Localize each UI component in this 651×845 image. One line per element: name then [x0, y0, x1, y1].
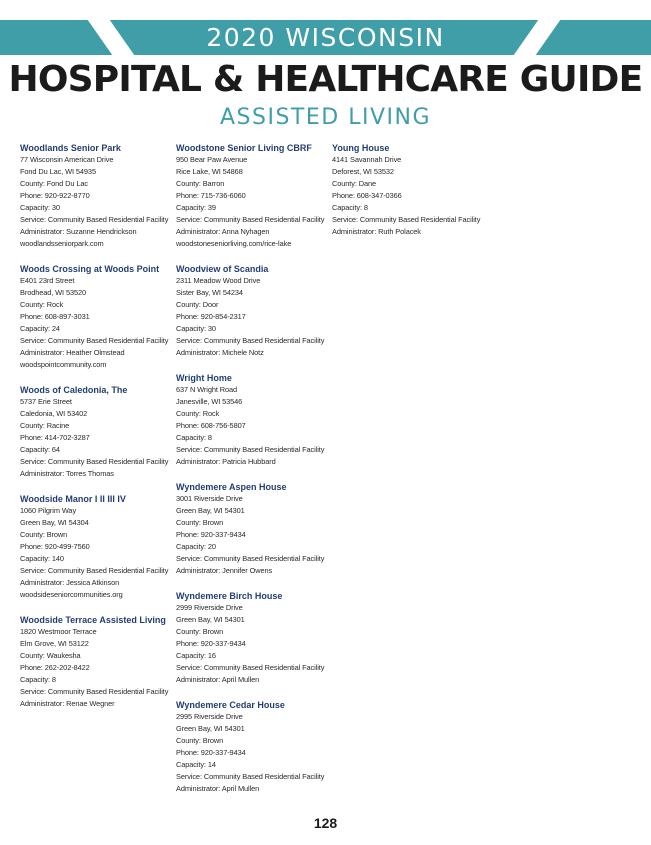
facility-county: County: Racine — [20, 421, 70, 430]
facility-street: 5737 Erie Street — [20, 397, 72, 406]
page-number: 128 — [313, 815, 338, 831]
facility-phone: Phone: 262-202-8422 — [20, 663, 90, 672]
facility-service: Service: Community Based Residential Facility — [176, 215, 325, 224]
facility-phone: Phone: 715-736-6060 — [176, 191, 246, 200]
facility-city: Sister Bay, WI 54234 — [176, 288, 243, 297]
facility-listing — [176, 699, 326, 795]
listing-column-2 — [176, 142, 326, 808]
facility-phone: Phone: 608-347-0366 — [332, 191, 402, 200]
listing-column-1 — [20, 142, 170, 723]
facility-city: Elm Grove, WI 53122 — [20, 639, 89, 648]
facility-capacity: Capacity: 64 — [20, 445, 60, 454]
facility-administrator: Administrator: April Mullen — [176, 784, 260, 793]
facility-city: Green Bay, WI 54304 — [20, 518, 89, 527]
facility-administrator: Administrator: Michele Notz — [176, 348, 264, 357]
facility-street: 1060 Pilgrim Way — [20, 506, 77, 515]
facility-street: 2995 Riverside Drive — [176, 712, 243, 721]
facility-capacity: Capacity: 8 — [332, 203, 368, 212]
facility-city: Brodhead, WI 53520 — [20, 288, 86, 297]
facility-listing — [20, 614, 170, 710]
facility-website-link[interactable]: woodsideseniorcommunities.org — [20, 590, 123, 599]
facility-administrator: Administrator: Renae Wegner — [20, 699, 115, 708]
facility-county: County: Rock — [20, 300, 64, 309]
facility-phone: Phone: 920-337-9434 — [176, 530, 246, 539]
facility-street: 77 Wisconsin American Drive — [20, 155, 114, 164]
facility-phone: Phone: 608-897-3031 — [20, 312, 90, 321]
facility-listing — [176, 142, 326, 250]
facility-phone: Phone: 920-922-8770 — [20, 191, 90, 200]
facility-service: Service: Community Based Residential Facility — [332, 215, 481, 224]
facility-street: E401 23rd Street — [20, 276, 75, 285]
facility-city: Green Bay, WI 54301 — [176, 615, 245, 624]
facility-county: County: Waukesha — [20, 651, 81, 660]
banner-title: 2020 WISCONSIN — [206, 23, 445, 52]
facility-street: 2999 Riverside Drive — [176, 603, 243, 612]
facility-county: County: Fond Du Lac — [20, 179, 88, 188]
facility-listing — [332, 142, 482, 238]
facility-capacity: Capacity: 8 — [176, 433, 212, 442]
facility-name: Wyndemere Cedar House — [176, 700, 285, 710]
facility-name: Woodlands Senior Park — [20, 143, 121, 153]
facility-capacity: Capacity: 39 — [176, 203, 216, 212]
facility-county: County: Door — [176, 300, 219, 309]
facility-city: Green Bay, WI 54301 — [176, 724, 245, 733]
facility-name: Young House — [332, 143, 390, 153]
facility-website-link[interactable]: woodspointcommunity.com — [20, 360, 107, 369]
facility-street: 1820 Westmoor Terrace — [20, 627, 97, 636]
facility-website-link[interactable]: woodlandsseniorpark.com — [20, 239, 104, 248]
facility-county: County: Barron — [176, 179, 225, 188]
facility-city: Green Bay, WI 54301 — [176, 506, 245, 515]
facility-capacity: Capacity: 20 — [176, 542, 216, 551]
facility-listing — [20, 142, 170, 250]
facility-service: Service: Community Based Residential Facility — [20, 457, 169, 466]
facility-street: 637 N Wright Road — [176, 385, 238, 394]
facility-phone: Phone: 920-337-9434 — [176, 639, 246, 648]
facility-listing — [20, 384, 170, 480]
facility-name: Woodstone Senior Living CBRF — [176, 143, 312, 153]
facility-name: Wyndemere Birch House — [176, 591, 283, 601]
facility-service: Service: Community Based Residential Facility — [20, 687, 169, 696]
facility-administrator: Administrator: Torres Thomas — [20, 469, 114, 478]
facility-county: County: Brown — [176, 518, 224, 527]
facility-phone: Phone: 608-756-5807 — [176, 421, 246, 430]
facility-name: Wright Home — [176, 373, 232, 383]
facility-administrator: Administrator: Patricia Hubbard — [176, 457, 276, 466]
facility-capacity: Capacity: 14 — [176, 760, 216, 769]
facility-city: Rice Lake, WI 54868 — [176, 167, 243, 176]
facility-administrator: Administrator: Jessica Atkinson — [20, 578, 120, 587]
facility-service: Service: Community Based Residential Facility — [176, 663, 325, 672]
facility-name: Wyndemere Aspen House — [176, 482, 287, 492]
facility-service: Service: Community Based Residential Facility — [20, 336, 169, 345]
facility-administrator: Administrator: Jennifer Owens — [176, 566, 273, 575]
facility-service: Service: Community Based Residential Facility — [176, 336, 325, 345]
page-title: HOSPITAL & HEALTHCARE GUIDE — [8, 59, 643, 100]
facility-phone: Phone: 414-702-3287 — [20, 433, 90, 442]
facility-county: County: Rock — [176, 409, 220, 418]
listing-column-3 — [332, 142, 482, 251]
facility-name: Woodside Manor I II III IV — [20, 494, 126, 504]
facility-capacity: Capacity: 8 — [20, 675, 56, 684]
facility-service: Service: Community Based Residential Facility — [176, 445, 325, 454]
facility-service: Service: Community Based Residential Facility — [20, 566, 169, 575]
facility-city: Caledonia, WI 53402 — [20, 409, 88, 418]
facility-name: Woodview of Scandia — [176, 264, 269, 274]
facility-name: Woods of Caledonia, The — [20, 385, 128, 395]
facility-listing — [176, 372, 326, 468]
facility-city: Janesville, WI 53546 — [176, 397, 243, 406]
facility-street: 2311 Meadow Wood Drive — [176, 276, 261, 285]
facility-capacity: Capacity: 30 — [20, 203, 60, 212]
facility-county: County: Brown — [176, 627, 224, 636]
facility-street: 950 Bear Paw Avenue — [176, 155, 248, 164]
facility-name: Woods Crossing at Woods Point — [20, 264, 160, 274]
facility-administrator: Administrator: Ruth Polacek — [332, 227, 421, 236]
facility-service: Service: Community Based Residential Facility — [20, 215, 169, 224]
facility-administrator: Administrator: Suzanne Hendrickson — [20, 227, 137, 236]
facility-service: Service: Community Based Residential Facility — [176, 772, 325, 781]
facility-capacity: Capacity: 16 — [176, 651, 216, 660]
facility-county: County: Brown — [176, 736, 224, 745]
facility-phone: Phone: 920-337-9434 — [176, 748, 246, 757]
facility-capacity: Capacity: 140 — [20, 554, 64, 563]
facility-phone: Phone: 920-499-7560 — [20, 542, 90, 551]
facility-listing — [176, 481, 326, 577]
facility-capacity: Capacity: 30 — [176, 324, 216, 333]
facility-city: Fond Du Lac, WI 54935 — [20, 167, 96, 176]
facility-street: 4141 Savannah Drive — [332, 155, 402, 164]
facility-administrator: Administrator: Anna Nyhagen — [176, 227, 270, 236]
facility-listing — [20, 493, 170, 601]
section-title: ASSISTED LIVING — [220, 105, 431, 130]
facility-website-link[interactable]: woodstoneseniorliving.com/rice-lake — [176, 239, 292, 248]
facility-listing — [20, 263, 170, 371]
facility-phone: Phone: 920-854-2317 — [176, 312, 246, 321]
facility-capacity: Capacity: 24 — [20, 324, 60, 333]
facility-listing — [176, 590, 326, 686]
facility-county: County: Brown — [20, 530, 68, 539]
facility-administrator: Administrator: April Mullen — [176, 675, 260, 684]
facility-city: Deforest, WI 53532 — [332, 167, 394, 176]
facility-street: 3001 Riverside Drive — [176, 494, 243, 503]
facility-county: County: Dane — [332, 179, 376, 188]
facility-name: Woodside Terrace Assisted Living — [20, 615, 166, 625]
facility-administrator: Administrator: Heather Olmstead — [20, 348, 125, 357]
facility-listing — [176, 263, 326, 359]
facility-service: Service: Community Based Residential Facility — [176, 554, 325, 563]
